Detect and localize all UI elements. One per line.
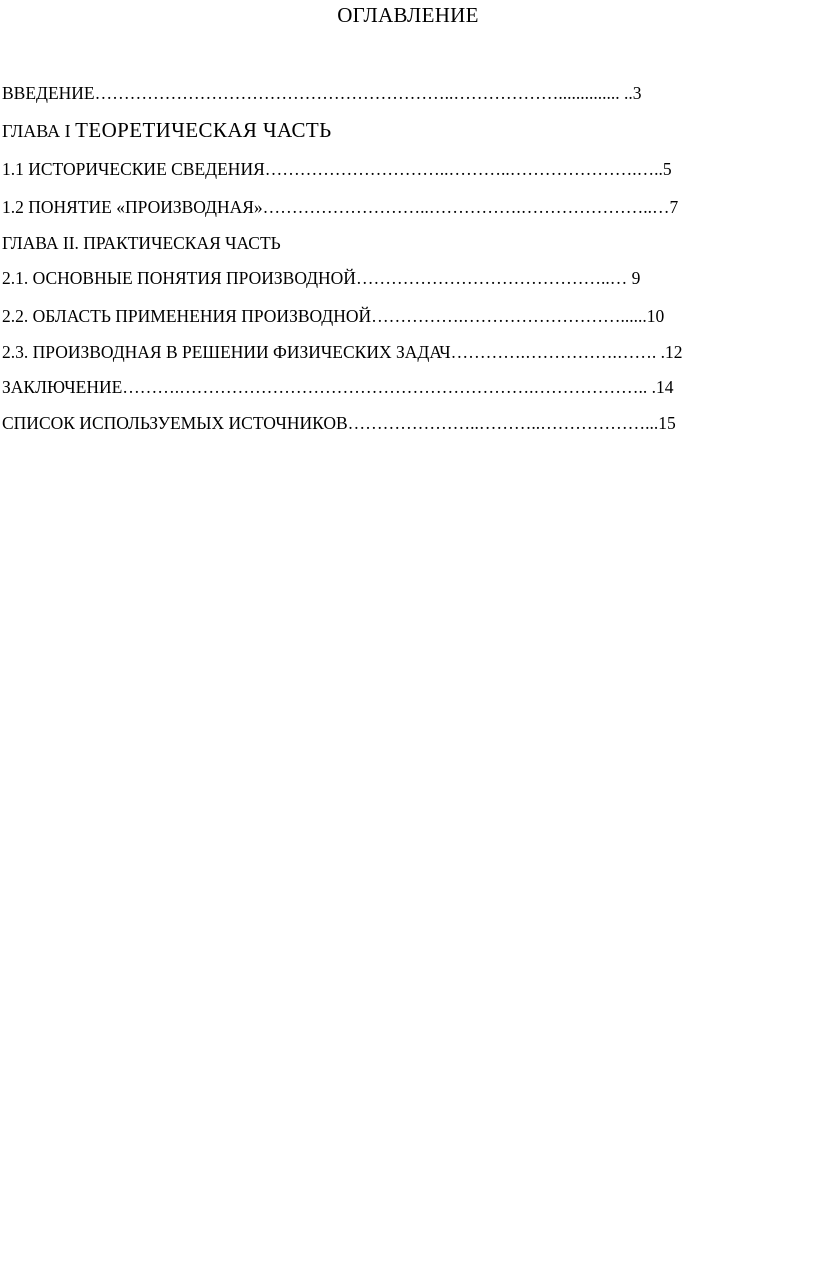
toc-entry-introduction: ВВЕДЕНИЕ……………………………………………………..……………….............. ..3 bbox=[2, 83, 642, 103]
toc-entry-1-2: 1.2 ПОНЯТИЕ «ПРОИЗВОДНАЯ»………………………..…………….…………………..…7 bbox=[2, 197, 679, 217]
chapter-1-title: ТЕОРЕТИЧЕСКАЯ ЧАСТЬ bbox=[75, 118, 332, 142]
toc-entry-references: СПИСОК ИСПОЛЬЗУЕМЫХ ИСТОЧНИКОВ…………………..………..………………...15 bbox=[2, 413, 676, 433]
toc-entry-chapter-1 bbox=[2, 119, 332, 142]
chapter-1-prefix: ГЛАВА I bbox=[2, 121, 76, 141]
toc-entry-conclusion: ЗАКЛЮЧЕНИЕ……….…………………………………………………….……………….. .14 bbox=[2, 377, 674, 397]
toc-entry-2-2: 2.2. ОБЛАСТЬ ПРИМЕНЕНИЯ ПРОИЗВОДНОЙ…………….………………………......10 bbox=[2, 306, 665, 326]
toc-entry-2-3: 2.3. ПРОИЗВОДНАЯ В РЕШЕНИИ ФИЗИЧЕСКИХ ЗАДАЧ………….…………….……. .12 bbox=[2, 342, 683, 362]
toc-entry-chapter-2: ГЛАВА II. ПРАКТИЧЕСКАЯ ЧАСТЬ bbox=[2, 233, 281, 253]
toc-entry-2-1: 2.1. ОСНОВНЫЕ ПОНЯТИЯ ПРОИЗВОДНОЙ……………………………………..… 9 bbox=[2, 268, 641, 288]
toc-entry-1-1: 1.1 ИСТОРИЧЕСКИЕ СВЕДЕНИЯ…………………………..………..………………….…..5 bbox=[2, 159, 672, 179]
page-title: ОГЛАВЛЕНИЕ bbox=[337, 3, 479, 27]
